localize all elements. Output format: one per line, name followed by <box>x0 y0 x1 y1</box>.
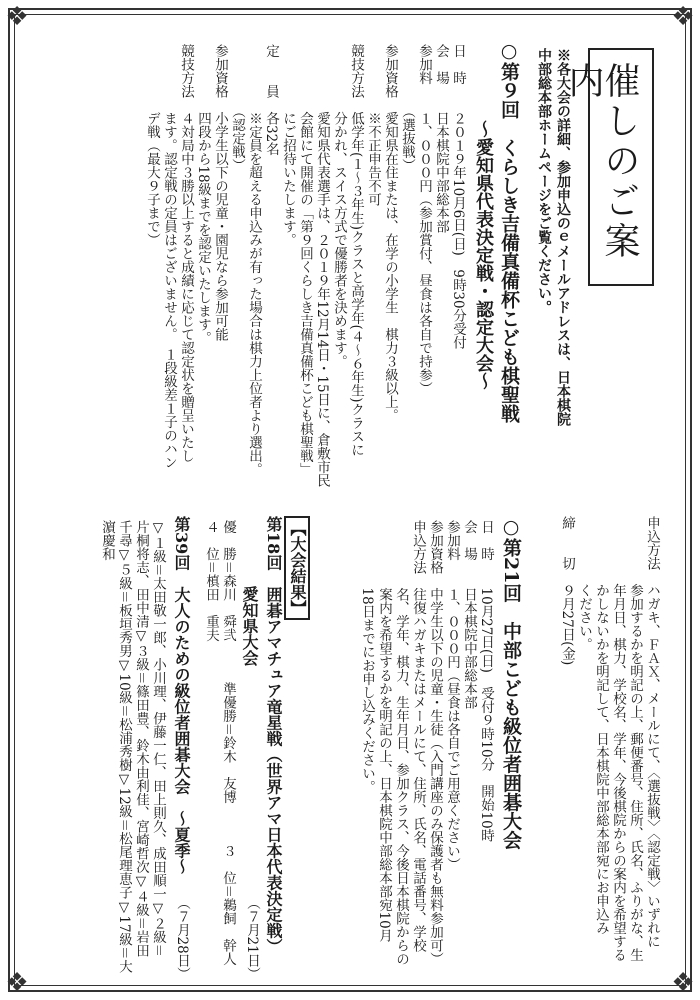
event2-line: 参加料 １、０００円（昼食は各自でご用意ください） <box>444 520 460 871</box>
event1-line: 競技方法 低学年(１～３年生)クラスと高学年(４～６年生)クラスに <box>348 44 364 457</box>
event1-line: 分かれ、スイス方式で優勝者を決めます。 <box>331 44 347 368</box>
results-r2-line: 千尋▽５級＝板垣秀男▽10級＝松浦秀樹▽12級＝松尾理恵子▽17級＝大 <box>116 520 132 974</box>
results-r1-line: ４ 位＝槙田 重夫 <box>203 520 219 642</box>
event2-line: 案内を希望するかを明記の上、日本棋院中部総本部宛10月 <box>376 520 392 943</box>
notice-block <box>534 48 572 426</box>
results-r1-heading: 第18回 囲碁アマチュア竜星戦（世界アマ日本代表決定戦） <box>264 516 283 955</box>
event1-line: 日 時 ２０１９年10月6日(日) 9時30分受付 <box>450 44 466 350</box>
event1-apply-line: かしないかを明記して、日本棋院中部総本部宛にお申込み <box>593 516 609 935</box>
event1-line: ※不正申告不可 <box>365 44 381 206</box>
results-r2-body <box>98 520 166 980</box>
event1-line: （認定戦） <box>229 44 245 173</box>
event2-line: 参加資格 中学生以下の児童・生徒（入門講座のみ保護者も無料参加可） <box>427 520 443 966</box>
event1-line: 会 場 日本棋院中部総本部 <box>433 44 449 233</box>
event1-line: 四段から18級までを認定いたします。 <box>195 44 211 345</box>
event1-line: 会館にて開催の「第９回くらしき吉備真備杯こども棋聖戦」 <box>297 44 313 476</box>
event1-line: （選抜戦） <box>399 44 415 173</box>
event1-line: 愛知県代表選手は、２０１９年12月14日・15日に、倉敷市民 <box>314 44 330 488</box>
results-label: 【大会結果】 <box>284 516 310 620</box>
event1-line: 参加資格 愛知県在住または、在学の小学生 棋力３級以上。 <box>382 44 398 422</box>
event1-apply <box>558 516 660 976</box>
page-title: 催しのご案内 <box>563 62 640 262</box>
event1-body <box>143 44 466 488</box>
event1-line: 参加資格 小学生以下の児童・園児なら参加可能 <box>212 44 228 341</box>
event1-line: 競技方法 ４対局中３勝以上すると成績に応じて認定状を贈呈いたし <box>178 44 194 463</box>
event1-apply-line: 申込方法 ハガキ、ＦＡＸ、メールにて、〈選抜戦〉〈認定戦〉いずれに <box>644 516 660 948</box>
event1-line: ます。認定戦の定員はございません。 １段級差１子のハン <box>161 44 177 470</box>
corner-ornament-icon: ❖ <box>5 2 29 32</box>
event2-line: 日 時 10月27日(日) 受付９時10分 開始10時 <box>478 520 494 843</box>
event1-line: ※定員を超える申込みが有った場合は棋力上位者より選出。 <box>246 44 262 476</box>
event1-line: にご招待いたします。 <box>280 44 296 247</box>
event1-apply-line: 年月日、棋力、学校名、学年、今後棋院からの案内を希望する <box>610 516 626 962</box>
corner-ornament-icon: ❖ <box>671 968 695 998</box>
results-r1-body <box>202 520 236 980</box>
results-r1-subtitle: 愛知県大会 <box>240 586 259 666</box>
results-r2-line: ▽１級＝太田敬一郎、小川理、伊藤一仁、田上則久、成田順一▽２級＝ <box>150 520 166 957</box>
title-box <box>563 48 654 286</box>
event2-line: 申込方法 往復ハガキまたはメールにて、住所、氏名、電話番号、学校 <box>410 520 426 952</box>
corner-ornament-icon: ❖ <box>5 968 29 998</box>
event1-apply-line: ください。 <box>576 516 592 651</box>
event1-line: デ戦（最大９子まで） <box>144 44 160 247</box>
results-r2-line: 濵慶和 <box>99 520 115 561</box>
event1-heading: ○第９回 くらしき吉備真備杯こども棋聖戦 <box>498 40 520 423</box>
event1-line: 定 員 各32名 <box>263 44 279 156</box>
event1-apply-line: 参加するかを明記の上、郵便番号、住所、氏名、ふりがな、生 <box>627 516 643 962</box>
event2-body <box>358 520 494 980</box>
event2-line: 名、学年、棋力、生年月日、参加クラス、今後日本棋院からの <box>393 520 409 966</box>
event2-line: 18日までにお申し込みください。 <box>359 520 375 794</box>
results-r2-line: 片桐将志、田中清▽３級＝篠田豊、鈴木由利佳、宮崎哲次▽４級＝岩田 <box>133 520 149 957</box>
event1-subtitle: ～愛知県代表決定戦・認定大会～ <box>473 120 494 390</box>
results-r1-line: 優 勝＝森川 舜弐 準優勝＝鈴木 友博 ３ 位＝鵜飼 幹人 <box>220 520 236 966</box>
notice-line: 中部総本部ホームページをご覧ください。 <box>536 48 552 314</box>
corner-ornament-icon: ❖ <box>671 2 695 32</box>
event1-apply-line: 締 切 ９月27日(金) <box>559 516 575 666</box>
results-r2-date: （７月28日） <box>174 896 190 981</box>
results-r1-date: （７月21日） <box>244 896 260 981</box>
event2-line: 会 場 日本棋院中部総本部 <box>461 520 477 709</box>
event2-heading: ○第21回 中部こども級位者囲碁大会 <box>500 516 522 850</box>
notice-line: ※各大会の詳細、参加申込のｅメールアドレスは、日本棋院 <box>555 48 571 426</box>
results-r2-heading: 第39回 大人のための級位者囲碁大会 ～夏季～ <box>172 516 191 875</box>
event1-line: 参加料 １、０００円（参加賞付、昼食は各自で持参） <box>416 44 432 395</box>
